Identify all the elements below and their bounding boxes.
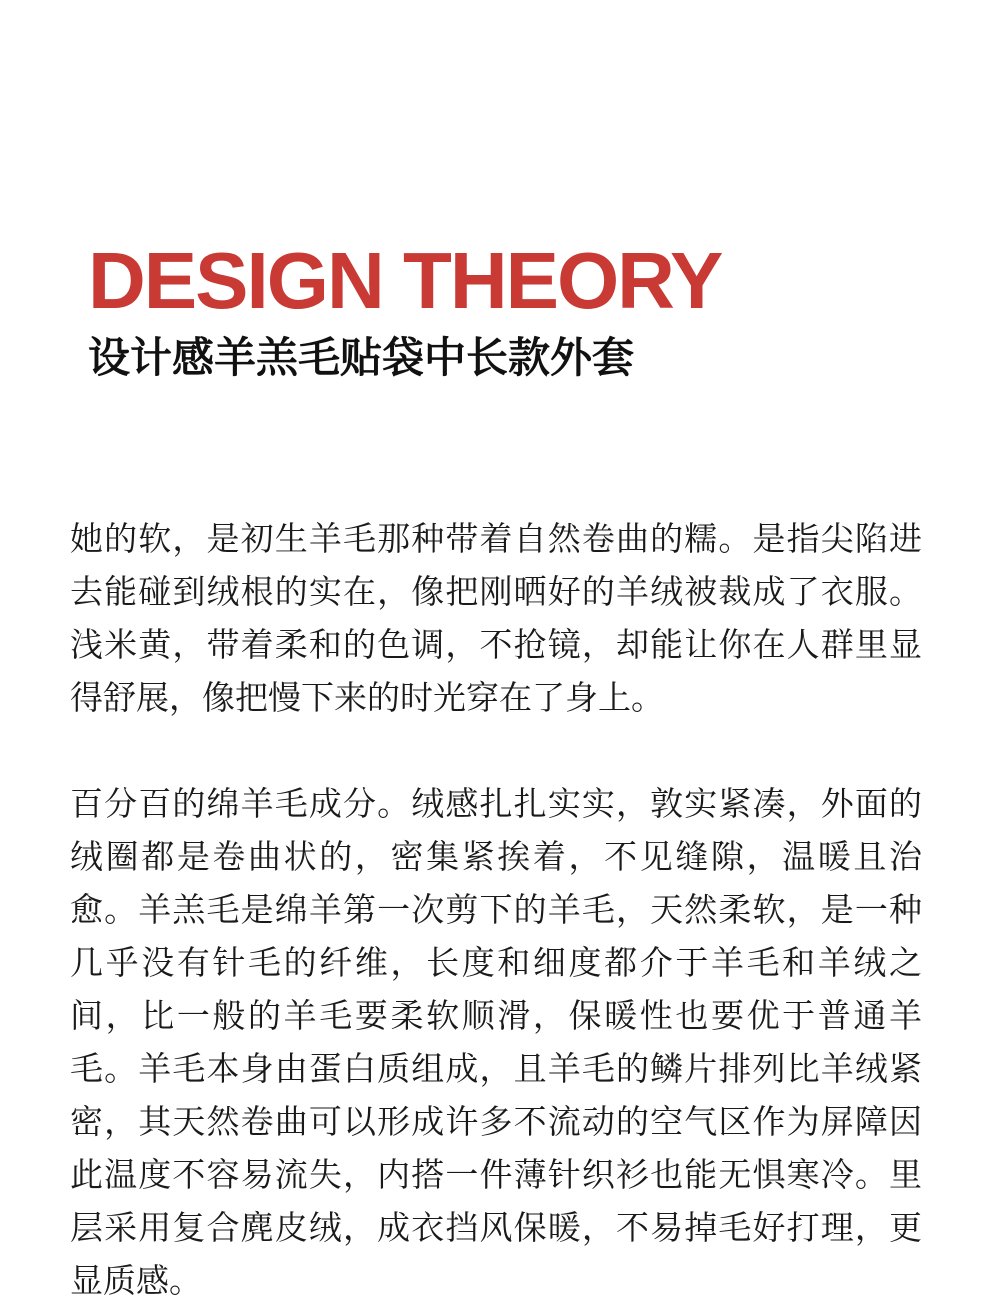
english-heading: DESIGN THEORY — [88, 236, 722, 325]
description-paragraph: 她的软，是初生羊毛那种带着自然卷曲的糯。是指尖陷进去能碰到绒根的实在，像把刚晒好的羊绒被裁成了衣服。浅米黄，带着柔和的色调，不抢镜，却能让你在人群里显得舒展，像把慢下来的时光穿在了身上。 — [70, 519, 922, 717]
chinese-product-title: 设计感羊羔毛贴袋中长款外套 — [88, 333, 635, 382]
material-paragraph: 百分百的绵羊毛成分。绒感扎扎实实，敦实紧凑，外面的绒圈都是卷曲状的，密集紧挨着，不见缝隙，温暖且治愈。羊羔毛是绵羊第一次剪下的羊毛，天然柔软，是一种几乎没有针毛的纤维，长度和细度都介于羊毛和羊绒之间，比一般的羊毛要柔软顺滑，保暖性也要优于普通羊毛。羊毛本身由蛋白质组成，且羊毛的鳞片排列比羊绒紧密，其天然卷曲可以形成许多不流动的空气区作为屏障因此温度不容易流失，内搭一件薄针织衫也能无惧寒冷。里层采用复合麂皮绒，成衣挡风保暖，不易掉毛好打理，更显质感。 — [70, 784, 922, 1300]
